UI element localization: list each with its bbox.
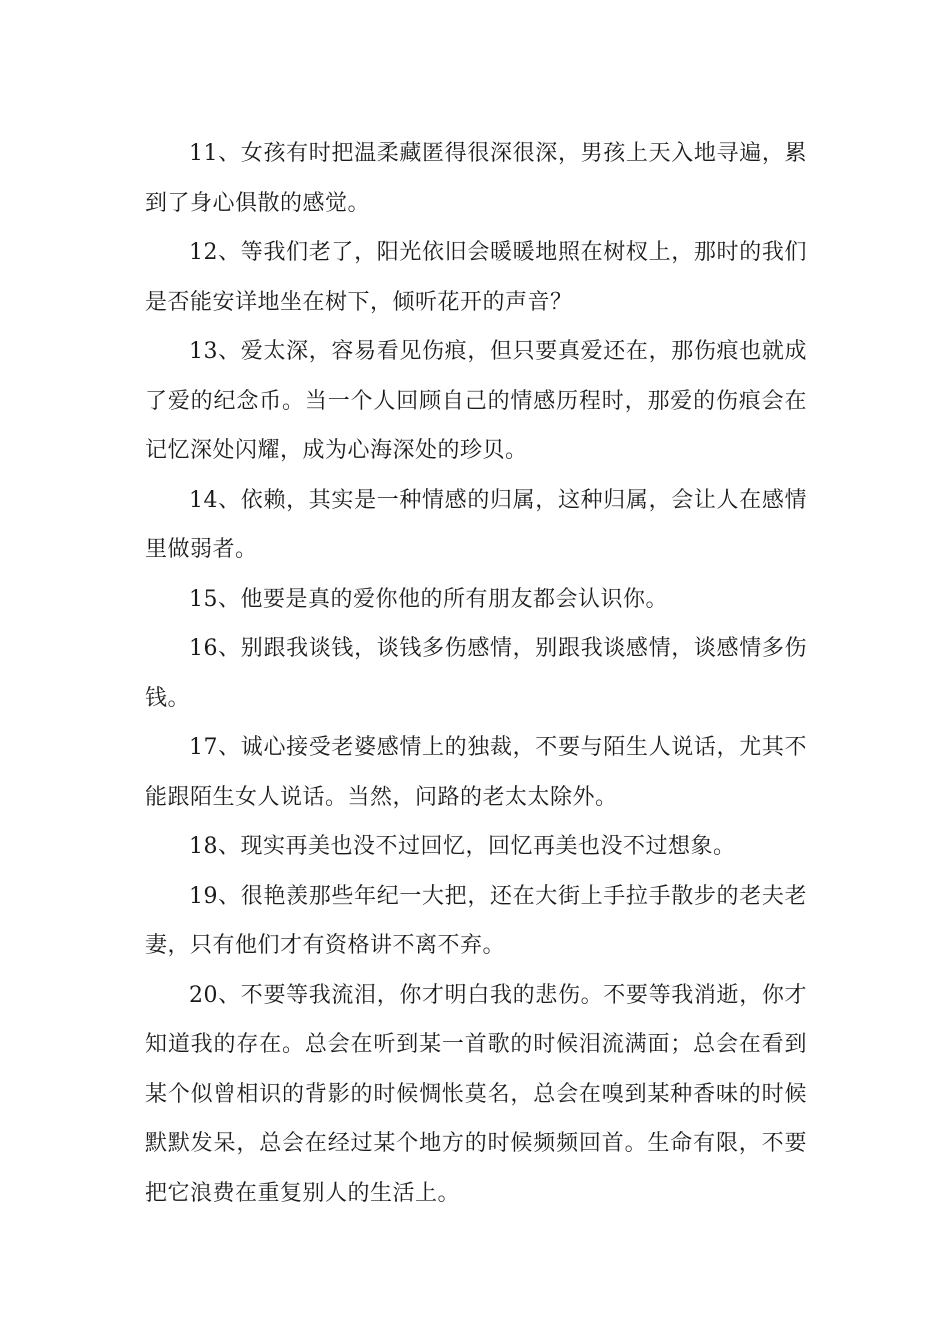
paragraph-11: 11、女孩有时把温柔藏匿得很深很深，男孩上天入地寻遍，累到了身心俱散的感觉。 (145, 141, 807, 216)
paragraph-15: 15、他要是真的爱你他的所有朋友都会认识你。 (189, 586, 668, 612)
paragraph-18: 18、现实再美也没不过回忆，回忆再美也没不过想象。 (189, 834, 736, 859)
paragraph-13: 13、爱太深，容易看见伤痕，但只要真爱还在，那伤痕也就成了爱的纪念币。当一个人回顾自己的情感历程时，那爱的伤痕会在记忆深处闪耀，成为心海深处的珍贝。 (145, 339, 807, 463)
paragraph-19: 19、很艳羡那些年纪一大把，还在大街上手拉手散步的老夫老妻，只有他们才有资格讲不离不弃。 (145, 883, 807, 958)
paragraph-14: 14、依赖，其实是一种情感的归属，这种归属，会让人在感情里做弱者。 (145, 487, 807, 562)
paragraph-17: 17、诚心接受老婆感情上的独裁，不要与陌生人说话，尤其不能跟陌生女人说话。当然，问路的老太太除外。 (145, 735, 807, 810)
paragraph-16: 16、别跟我谈钱，谈钱多伤感情，别跟我谈感情，谈感情多伤钱。 (145, 636, 807, 711)
paragraph-20: 20、不要等我流泪，你才明白我的悲伤。不要等我消逝，你才知道我的存在。总会在听到某一首歌的时候泪流满面；总会在看到某个似曾相识的背影的时候惆怅莫名，总会在嗅到某种香味的时候默默发呆，总会在经过某个地方的时候频频回首。生命有限，不要把它浪费在重复别人的生活上。 (145, 982, 807, 1206)
document-body (145, 129, 807, 1218)
paragraph-12: 12、等我们老了，阳光依旧会暖暖地照在树杈上，那时的我们是否能安详地坐在树下，倾听花开的声音？ (145, 240, 807, 315)
